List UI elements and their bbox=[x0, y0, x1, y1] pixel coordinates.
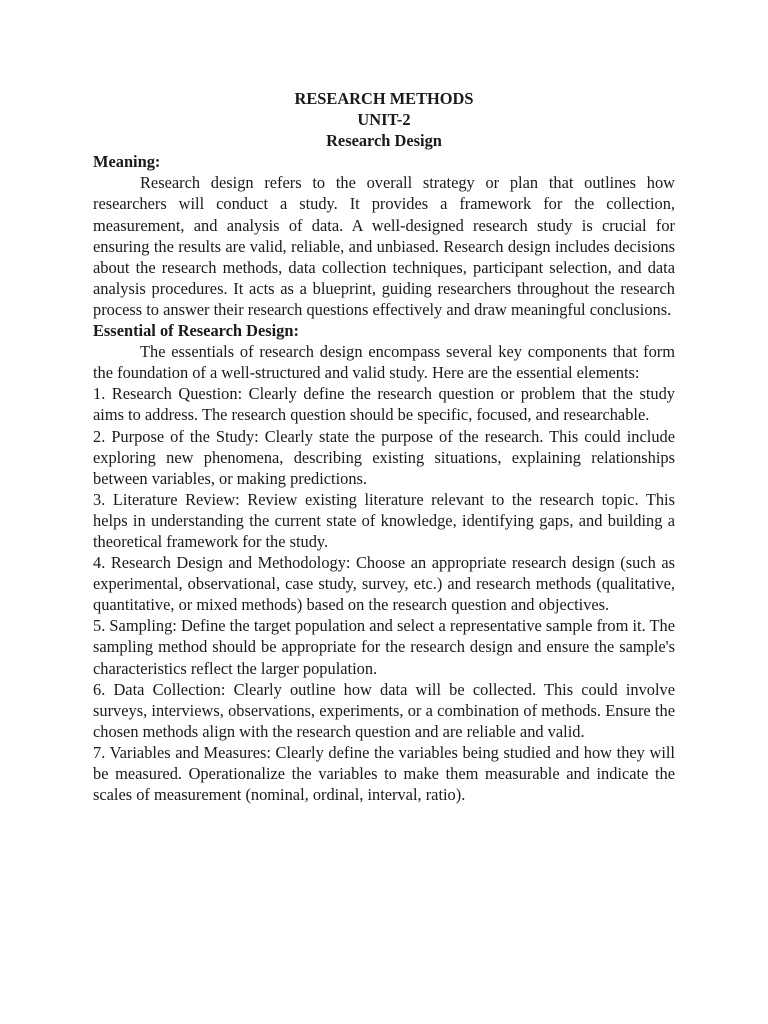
list-item: 4. Research Design and Methodology: Choose an appropriate research design (such as experimental, observational, case study, survey, etc.) and research methods (qualitative, quantitative, or mixed methods) based on the research question and objectives. bbox=[93, 553, 675, 615]
essentials-heading: Essential of Research Design: bbox=[93, 321, 299, 341]
meaning-paragraph: Research design refers to the overall strategy or plan that outlines how researchers will conduct a study. It provides a framework for the collection, measurement, and analysis of data. A well-designed research study is crucial for ensuring the results are valid, reliable, and unbiased. Research design includes decisions about the research methods, data collection techniques, participant selection, and data analysis procedures. It acts as a blueprint, guiding researchers throughout the research process to answer their research questions effectively and draw meaningful conclusions. bbox=[93, 173, 675, 319]
document-title: RESEARCH METHODS bbox=[294, 89, 474, 108]
list-item: 7. Variables and Measures: Clearly define the variables being studied and how they will be measured. Operationalize the variables to make them measurable and indicate the scales of measurement (nominal, ordinal, interval, ratio). bbox=[93, 742, 675, 805]
list-item: 3. Literature Review: Review existing literature relevant to the research topic. This helps in understanding the current state of knowledge, identifying gaps, and building a theoretical framework for the study. bbox=[93, 489, 675, 551]
meaning-heading: Meaning: bbox=[93, 152, 161, 172]
essentials-intro: The essentials of research design encompass several key components that form the foundation of a well-structured and valid study. Here are the essential elements: bbox=[93, 342, 675, 383]
list-item: 2. Purpose of the Study: Clearly state the purpose of the research. This could include exploring new phenomena, describing existing situations, explaining relationships between variables, or making predictions. bbox=[93, 426, 675, 488]
list-item: 6. Data Collection: Clearly outline how data will be collected. This could involve surveys, interviews, observations, experiments, or a combination of methods. Ensure the chosen methods align with the research question and are reliable and valid. bbox=[93, 679, 675, 741]
list-item: 1. Research Question: Clearly define the research question or problem that the study aims to address. The research question should be specific, focused, and researchable. bbox=[93, 384, 675, 425]
list-item: 5. Sampling: Define the target population and select a representative sample from it. The sampling method should be appropriate for the research design and ensure the sample's characteristics reflect the larger population. bbox=[93, 616, 675, 678]
document-subtitle: Research Design bbox=[326, 131, 442, 151]
unit-label: UNIT-2 bbox=[357, 110, 411, 130]
title-block bbox=[93, 88, 675, 151]
